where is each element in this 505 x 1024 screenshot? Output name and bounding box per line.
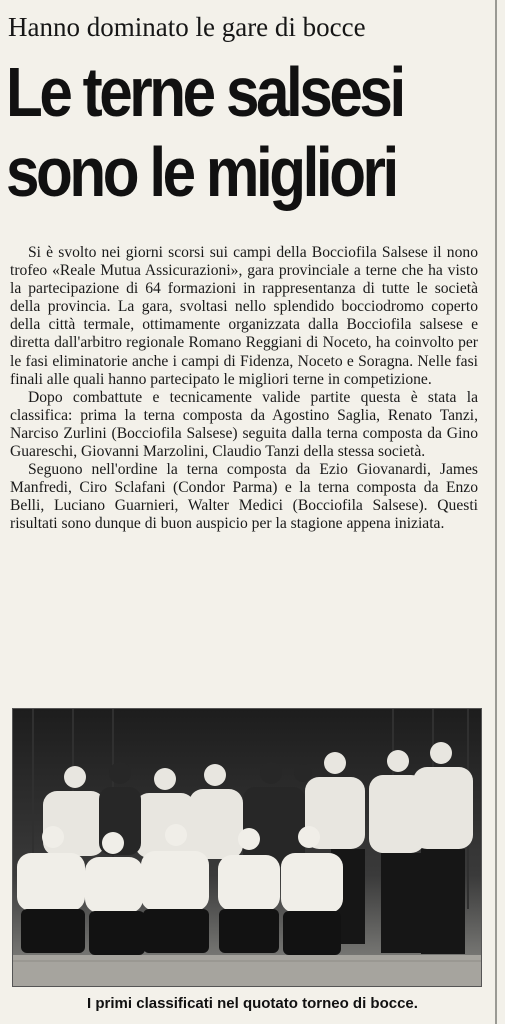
photo-caption: I primi classificati nel quotato torneo di bocce.: [87, 995, 418, 1012]
headline-line-1: Le terne salsesi: [6, 53, 403, 131]
article-kicker: Hanno dominato le gare di bocce: [8, 12, 366, 42]
article-body: [10, 244, 478, 534]
paragraph-2: Dopo combattute e tecnicamente valide partite questa è stata la classifica: prima la terna composta da Agostino Saglia, Renato Tanzi, Narciso Zurlini (Bocciofila Salsese) seguita dalla terna composta da Gino Guareschi, Giovanni Marzolini, Claudio Tanzi della stessa società.: [10, 388, 478, 461]
paragraph-1: Si è svolto nei giorni scorsi sui campi della Bocciofila Salsese il nono trofeo «Reale Mutua Assicurazioni», gara provinciale a terne che ha visto la partecipazione di 64 formazioni in rappresentanza di tutte le società della provincia. La gara, svoltasi nello splendido bocciodromo coperto della città termale, ottimamente organizzata dalla Bocciofila salsese e diretta dall'arbitro regionale Romano Reggiani di Noceto, ha coinvolto per le fasi eliminatorie anche i campi di Fidenza, Noceto e Soragna. Nelle fasi finali alle quali hanno partecipato le migliori terne in competizione.: [10, 244, 478, 388]
clipping-edge: [495, 0, 497, 1024]
team-photo: [12, 708, 482, 987]
paragraph-3: Seguono nell'ordine la terna composta da Ezio Giovanardi, James Manfredi, Ciro Sclafani (Condor Parma) e la terna composta da Enzo Belli, Luciano Guarnieri, Walter Medici (Bocciofila Salsese). Questi risultati sono dunque di buon auspicio per la stagione appena iniziata.: [10, 461, 478, 533]
headline-line-2: sono le migliori: [6, 133, 396, 211]
article-headline: [6, 52, 423, 212]
